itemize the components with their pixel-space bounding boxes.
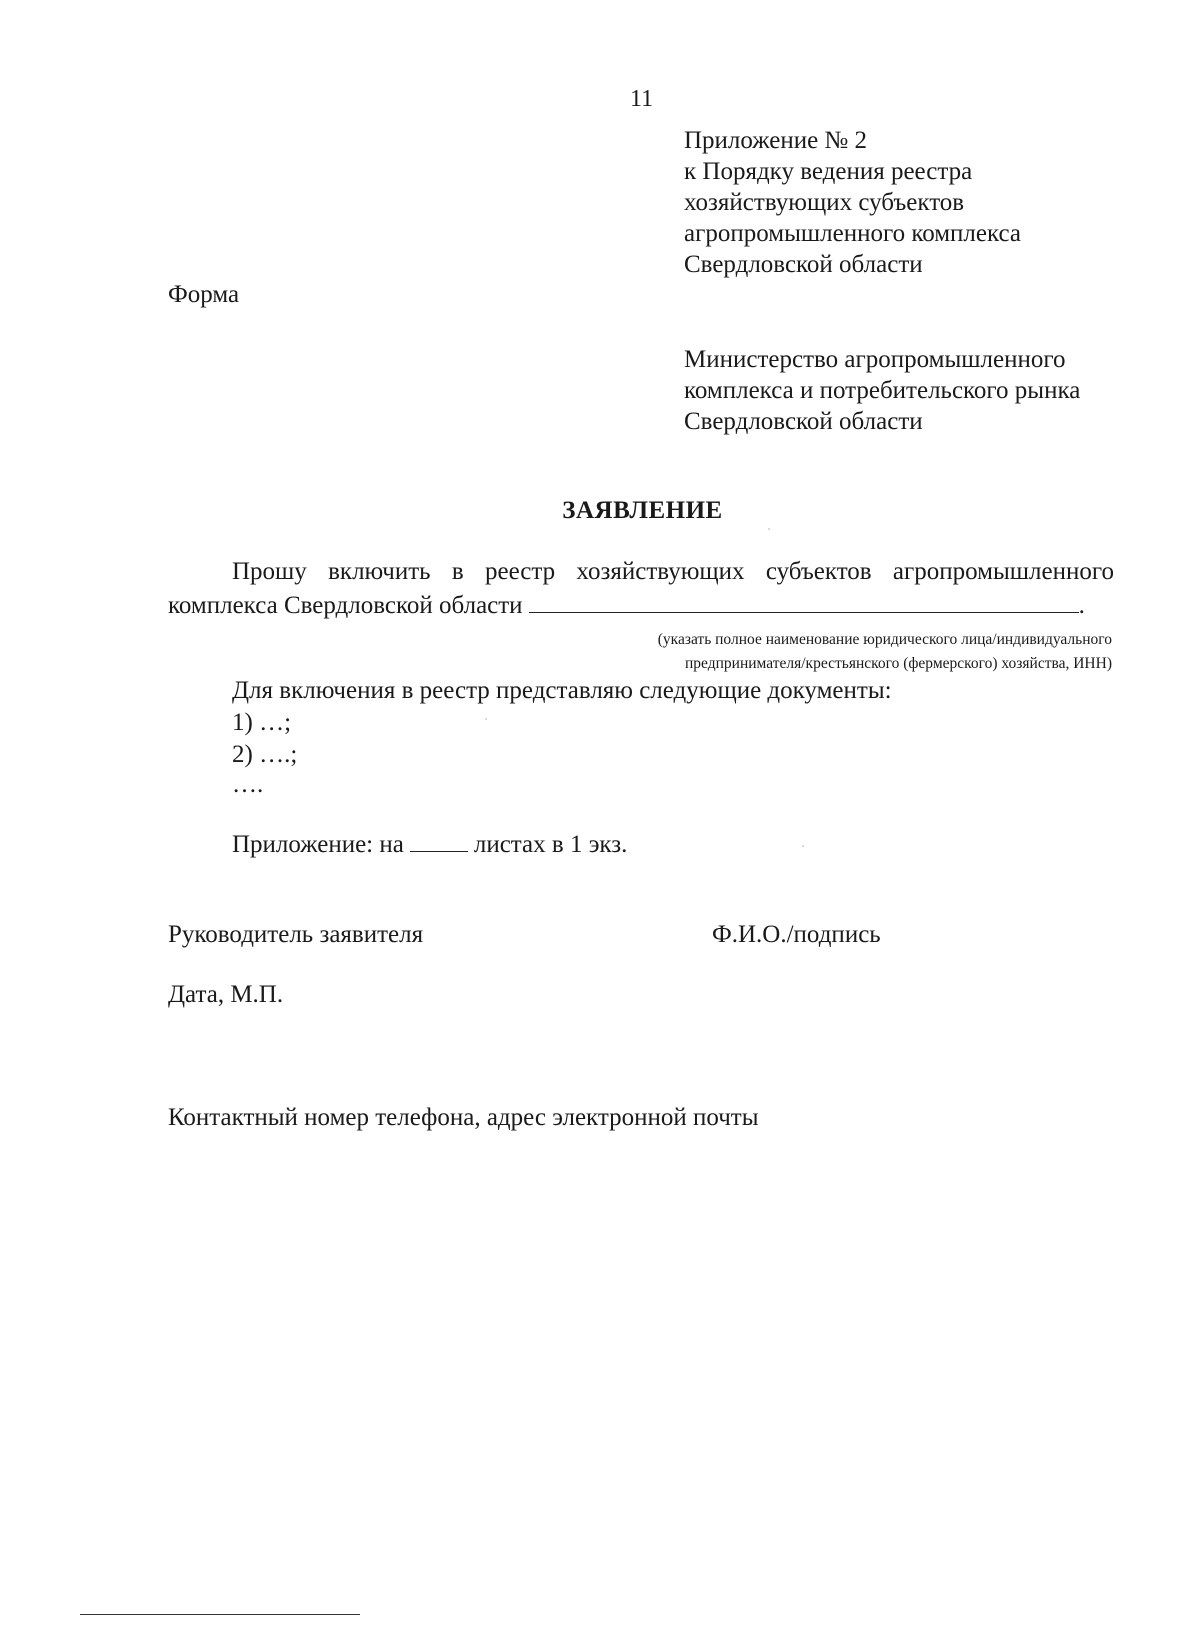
documents-intro: Для включения в реестр представляю следующие документы: [232, 677, 892, 704]
appendix-line: к Порядку ведения реестра [684, 158, 973, 185]
hint-line: предпринимателя/крестьянского (фермерского) хозяйства, ИНН) [685, 655, 1112, 672]
scan-speck [768, 528, 770, 530]
document-item-more: …. [232, 771, 264, 798]
scan-speck [802, 845, 804, 847]
request-text-line-1: Прошу включить в реестр хозяйствующих субъектов агропромышленного [232, 558, 1114, 585]
sheet-count-field[interactable] [410, 831, 468, 852]
appendix-line: Приложение № 2 [684, 127, 868, 154]
applicant-name-field[interactable] [529, 590, 1079, 613]
footnote-divider [80, 1614, 360, 1615]
scan-speck [485, 718, 487, 720]
applicant-head-label: Руководитель заявителя [168, 921, 424, 948]
date-stamp-label: Дата, М.П. [168, 981, 284, 1008]
page-number: 11 [630, 86, 654, 112]
addressee-line: Свердловской области [684, 408, 923, 435]
attachment-suffix: листах в 1 экз. [473, 831, 628, 858]
addressee-line: комплекса и потребительского рынка [684, 377, 1081, 404]
appendix-line: хозяйствующих субъектов [684, 189, 965, 216]
request-text-line-2 [168, 590, 1085, 620]
addressee-block [684, 345, 1080, 438]
appendix-block [684, 126, 1021, 281]
form-label: Форма [168, 281, 240, 308]
attachment-line [232, 830, 627, 860]
contact-info-label: Контактный номер телефона, адрес электронной почты [168, 1104, 759, 1131]
fio-signature-label: Ф.И.О./подпись [712, 921, 881, 948]
document-item: 2) ….; [232, 741, 298, 768]
hint-line: (указать полное наименование юридического лица/индивидуального [657, 631, 1112, 648]
appendix-line: Свердловской области [684, 251, 923, 278]
attachment-prefix: Приложение: на [232, 831, 404, 858]
document-item: 1) …; [232, 709, 292, 736]
addressee-line: Министерство агропромышленного [684, 346, 1066, 373]
request-line-end: . [1078, 592, 1085, 619]
appendix-line: агропромышленного комплекса [684, 220, 1022, 247]
document-title: ЗАЯВЛЕНИЕ [562, 497, 723, 524]
request-region-text: комплекса Свердловской области [168, 592, 523, 619]
applicant-name-hint [658, 628, 1112, 676]
